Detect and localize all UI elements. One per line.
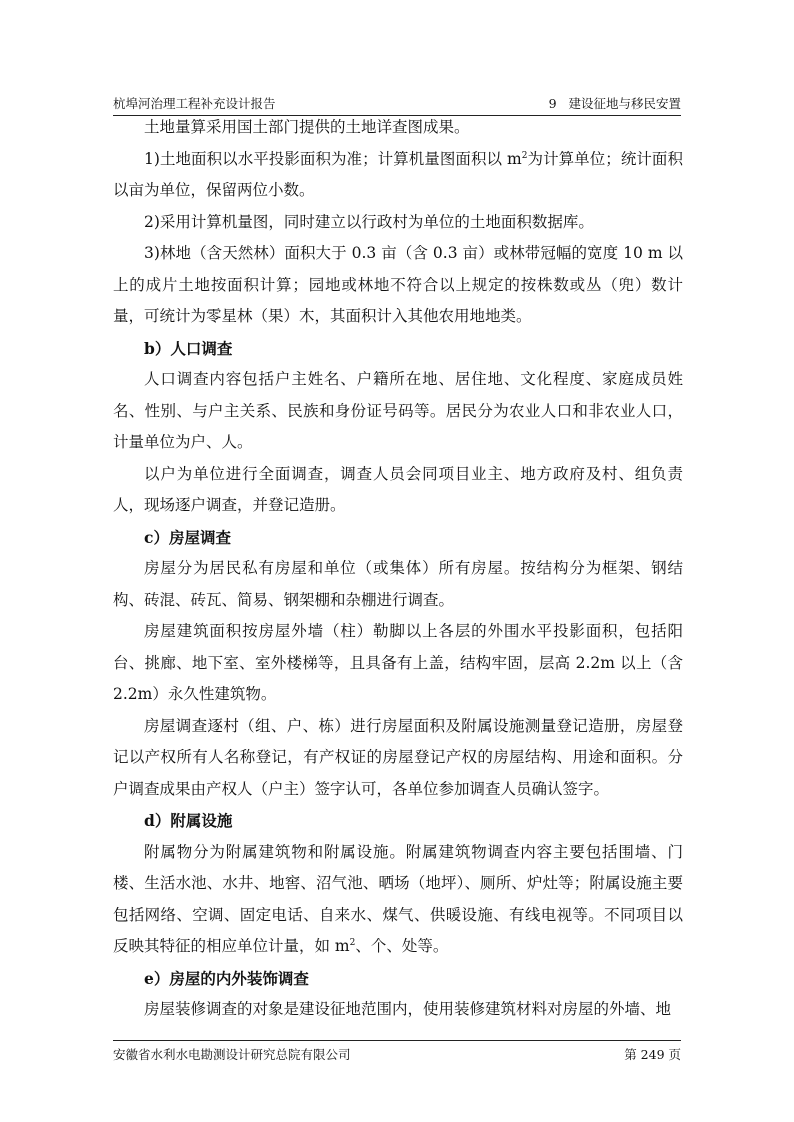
- page-footer: [113, 1040, 681, 1063]
- paragraph-decoration-content: 房屋装修调查的对象是建设征地范围内，使用装修建筑材料对房屋的外墙、地: [144, 1000, 672, 1018]
- paragraph-land-source: 土地量算采用国土部门提供的土地详查图成果。: [144, 118, 470, 136]
- heading-population-survey: b）人口调查: [144, 338, 233, 358]
- paragraph-house-registration: 房屋调查逐村（组、户、栋）进行房屋面积及附属设施测量登记造册，房屋登记以产权所有人名称登记，有产权证的房屋登记产权的房屋结构、用途和面积。分户调查成果由产权人（户主）签字认可，各单位参加调查人员确认签字。: [113, 716, 683, 798]
- superscript-2: 2: [349, 937, 356, 948]
- page-body: [113, 112, 683, 1026]
- heading-house-survey: c）房屋调查: [144, 527, 231, 547]
- paragraph-house-area: 房屋建筑面积按房屋外墙（柱）勒脚以上各层的外围水平投影面积，包括阳台、挑廊、地下室、室外楼梯等，且具备有上盖，结构牢固，层高 2.2m 以上（含 2.2m）永久性建筑物。: [113, 622, 683, 703]
- footer-page-number: 第 249 页: [624, 1047, 681, 1062]
- header-chapter-title: 9 建设征地与移民安置: [548, 96, 681, 111]
- paragraph-population-method: 以户为单位进行全面调查，调查人员会同项目业主、地方政府及村、组负责人，现场逐户调查，并登记造册。: [113, 464, 683, 514]
- header-report-title: 杭埠河治理工程补充设计报告: [113, 96, 276, 111]
- paragraph-house-types: 房屋分为居民私有房屋和单位（或集体）所有房屋。按结构分为框架、钢结构、砖混、砖瓦、简易、钢架棚和杂棚进行调查。: [113, 559, 683, 609]
- paragraph-forest-rule: 3)林地（含天然林）面积大于 0.3 亩（含 0.3 亩）或林带冠幅的宽度 10 m 以上的成片土地按面积计算；园地或林地不符合以上规定的按株数或丛（兜）数计量，可统计为零星林（果）木，其面积计入其他农用地地类。: [113, 244, 683, 325]
- heading-decoration-survey: e）房屋的内外装饰调查: [144, 968, 309, 988]
- superscript-2: 2: [521, 150, 528, 161]
- heading-auxiliary-facilities: d）附属设施: [144, 811, 233, 830]
- paragraph-population-content: 人口调查内容包括户主姓名、户籍所在地、居住地、文化程度、家庭成员姓名、性别、与户主关系、民族和身份证号码等。居民分为农业人口和非农业人口，计量单位为户、人。: [113, 370, 683, 451]
- footer-company: 安徽省水利水电勘测设计研究总院有限公司: [113, 1047, 351, 1062]
- paragraph-land-area-rule: 1)土地面积以水平投影面积为准；计算机量图面积以 $m^2$为计算单位；统计面积以亩为单位，保留两位小数。: [113, 149, 683, 199]
- paragraph-computer-measure: 2)采用计算机量图，同时建立以行政村为单位的土地面积数据库。: [144, 212, 594, 231]
- paragraph-auxiliary-content: 附属物分为附属建筑物和附属设施。附属建筑物调查内容主要包括围墙、门楼、生活水池、水井、地窖、沼气池、晒场（地坪）、厕所、炉灶等；附属设施主要包括网络、空调、固定电话、自来水、煤气、供暖设施、有线电视等。不同项目以反映其特征的相应单位计量，如 $m^2$、个、处等。: [113, 842, 683, 955]
